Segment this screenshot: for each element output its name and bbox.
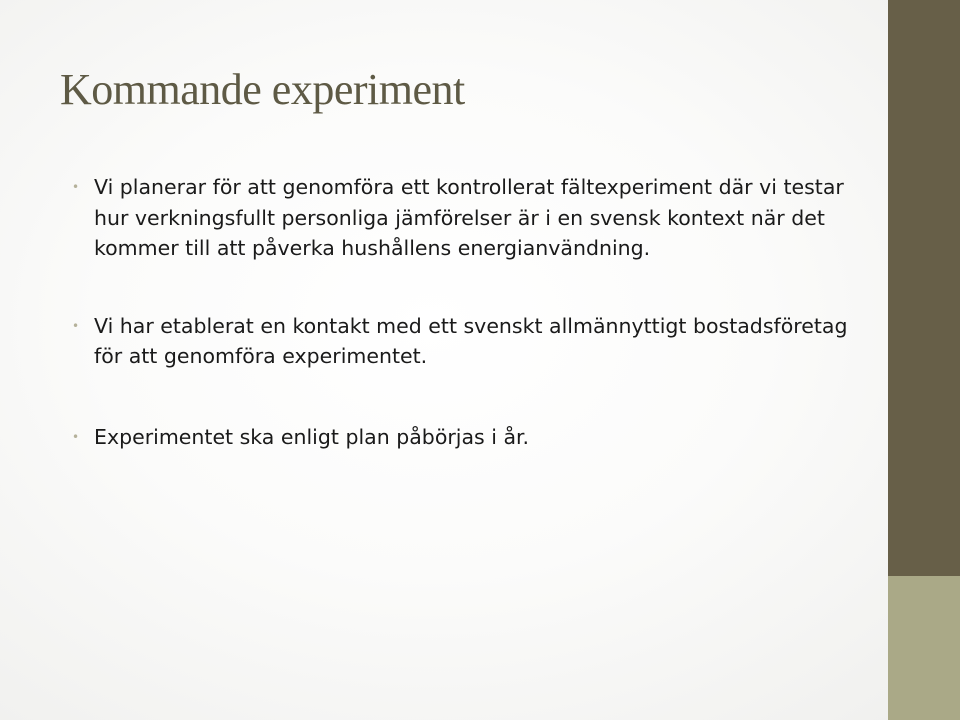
bullet-dot-icon: • bbox=[72, 429, 80, 444]
bullet-dot-icon: • bbox=[72, 318, 80, 333]
slide-title: Kommande experiment bbox=[60, 65, 465, 114]
bullet-text: Vi har etablerat en kontakt med ett svenskt allmännyttigt bostadsföretag för att genomföra experimentet. bbox=[94, 313, 848, 368]
bullet-item bbox=[72, 422, 862, 453]
side-accent-bar-bottom bbox=[888, 576, 960, 720]
bullet-text: Vi planerar för att genomföra ett kontrollerat fältexperiment där vi testar hur verkningsfullt personliga jämförelser är i en svensk kontext när det kommer till att påverka hushållens energianvändning. bbox=[94, 175, 844, 260]
bullet-list bbox=[72, 172, 862, 452]
side-accent-bar-top bbox=[888, 0, 960, 576]
bullet-dot-icon: • bbox=[72, 180, 80, 194]
bullet-item bbox=[72, 172, 862, 264]
bullet-text: Experimentet ska enligt plan påbörjas i år. bbox=[94, 424, 530, 449]
bullet-item bbox=[72, 311, 862, 372]
